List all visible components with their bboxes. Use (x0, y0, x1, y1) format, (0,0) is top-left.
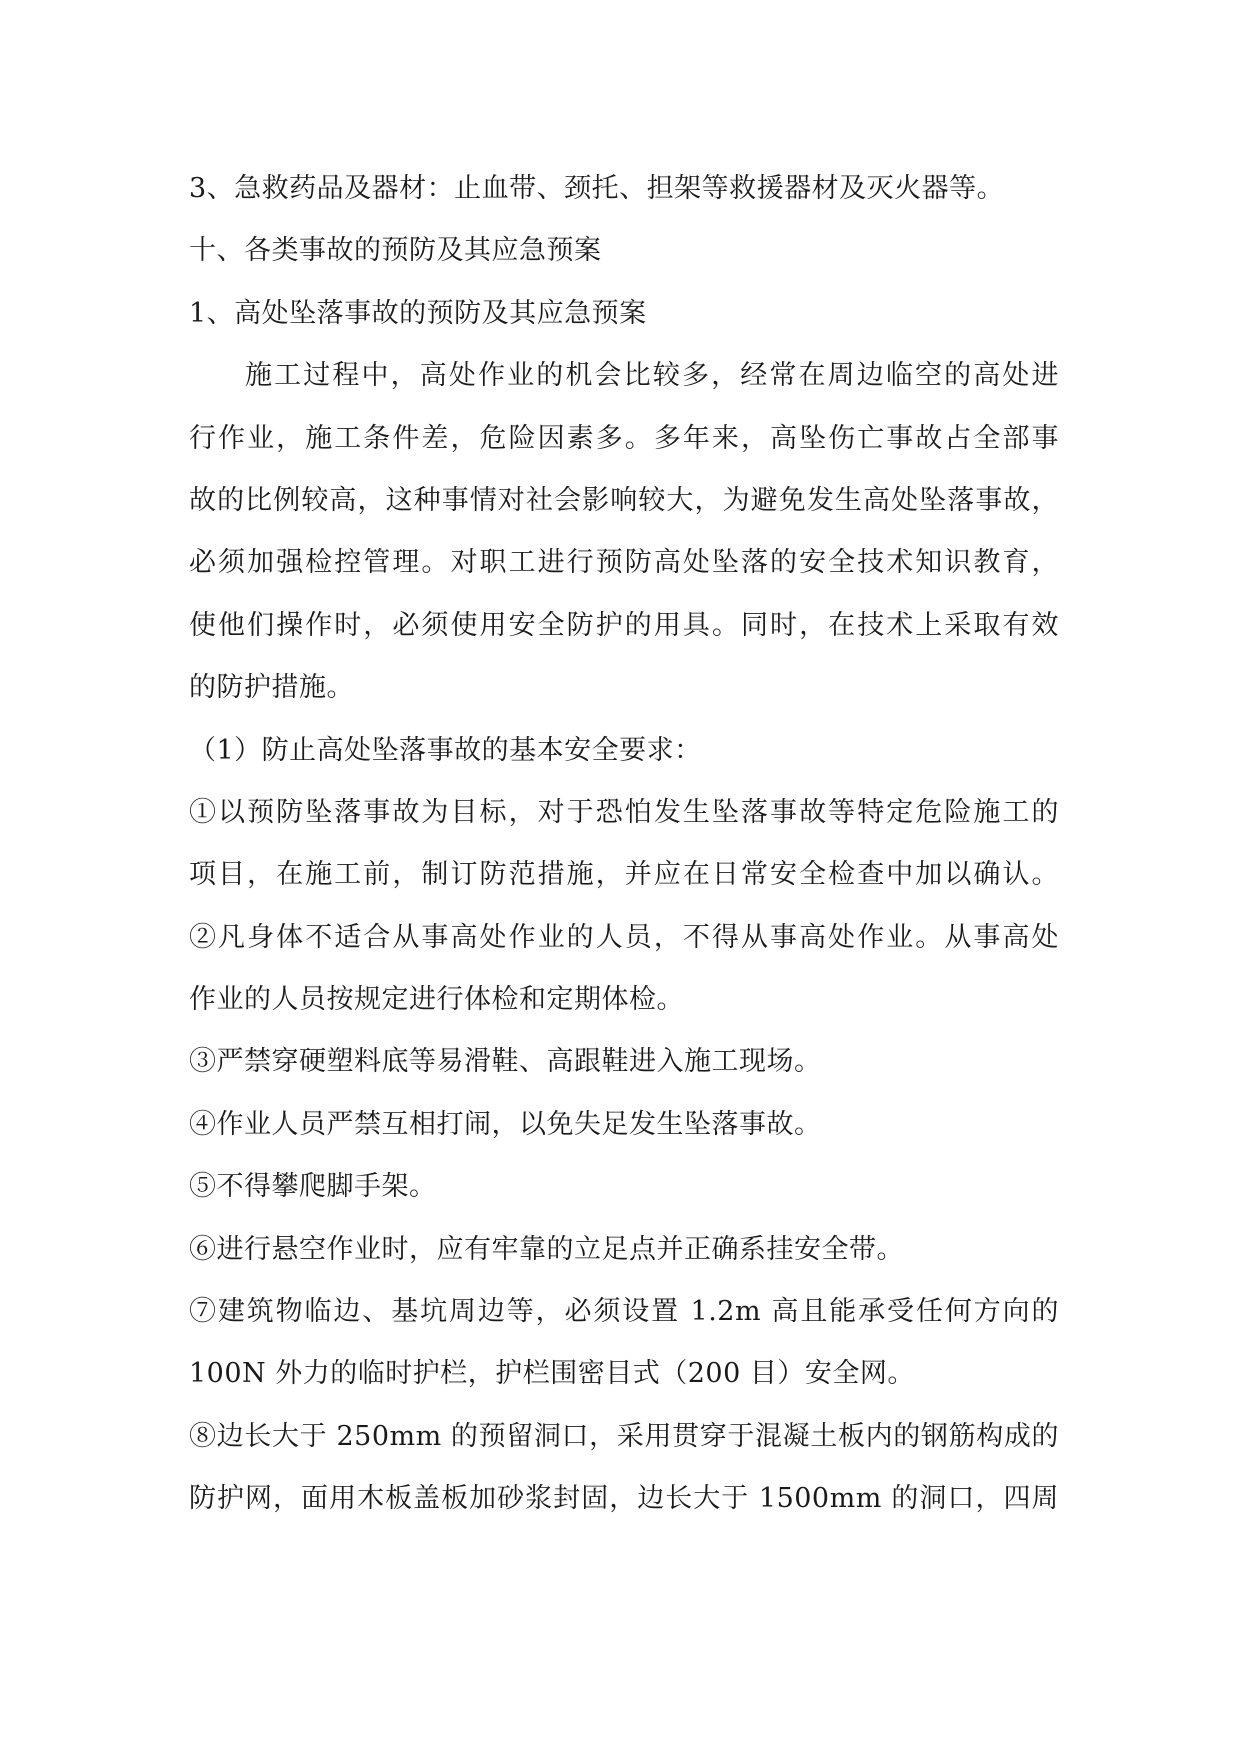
requirements-heading: （1）防止高处坠落事故的基本安全要求： (189, 734, 702, 766)
requirement-item-line: ④作业人员严禁互相打闹，以免失足发生坠落事故。 (189, 1108, 822, 1140)
requirement-item-line: 项目，在施工前，制订防范措施，并应在日常安全检查中加以确认。 (189, 859, 1059, 891)
section-heading-accident-prevention: 十、各类事故的预防及其应急预案 (189, 235, 602, 267)
paragraph-line: 使他们操作时，必须使用安全防护的用具。同时，在技术上采取有效 (189, 609, 1059, 641)
requirement-item-line: ⑦建筑物临边、基坑周边等，必须设置 1.2m 高且能承受任何方向的 (189, 1296, 1059, 1328)
paragraph-line: 施工过程中，高处作业的机会比较多，经常在周边临空的高处进 (245, 360, 1059, 392)
paragraph-line: 故的比例较高，这种事情对社会影响较大，为避免发生高处坠落事故， (189, 484, 1059, 516)
requirement-item-line: 100N 外力的临时护栏，护栏围密目式（200 目）安全网。 (189, 1358, 915, 1390)
list-item-first-aid-supplies: 3、急救药品及器材：止血带、颈托、担架等救援器材及灭火器等。 (189, 173, 1005, 204)
requirement-item-line: ⑤不得攀爬脚手架。 (189, 1171, 437, 1203)
paragraph-line: 必须加强检控管理。对职工进行预防高处坠落的安全技术知识教育， (189, 547, 1059, 579)
requirement-item-line: ①以预防坠落事故为目标，对于恐怕发生坠落事故等特定危险施工的 (189, 796, 1059, 828)
requirement-item-line: ⑧边长大于 250mm 的预留洞口，采用贯穿于混凝土板内的钢筋构成的 (189, 1420, 1059, 1452)
requirement-item-line: ⑥进行悬空作业时，应有牢靠的立足点并正确系挂安全带。 (189, 1233, 904, 1265)
requirement-item-line: ②凡身体不适合从事高处作业的人员，不得从事高处作业。从事高处 (189, 921, 1059, 953)
requirement-item-line: 作业的人员按规定进行体检和定期体检。 (189, 984, 684, 1016)
subsection-heading-fall-prevention: 1、高处坠落事故的预防及其应急预案 (189, 297, 647, 329)
document-body (189, 158, 1059, 1531)
paragraph-line: 的防护措施。 (189, 672, 354, 704)
requirement-item-line: 防护网，面用木板盖板加砂浆封固，边长大于 1500mm 的洞口，四周 (189, 1483, 1059, 1515)
paragraph-line: 行作业，施工条件差，危险因素多。多年来，高坠伤亡事故占全部事 (189, 422, 1059, 454)
requirement-item-line: ③严禁穿硬塑料底等易滑鞋、高跟鞋进入施工现场。 (189, 1046, 822, 1078)
